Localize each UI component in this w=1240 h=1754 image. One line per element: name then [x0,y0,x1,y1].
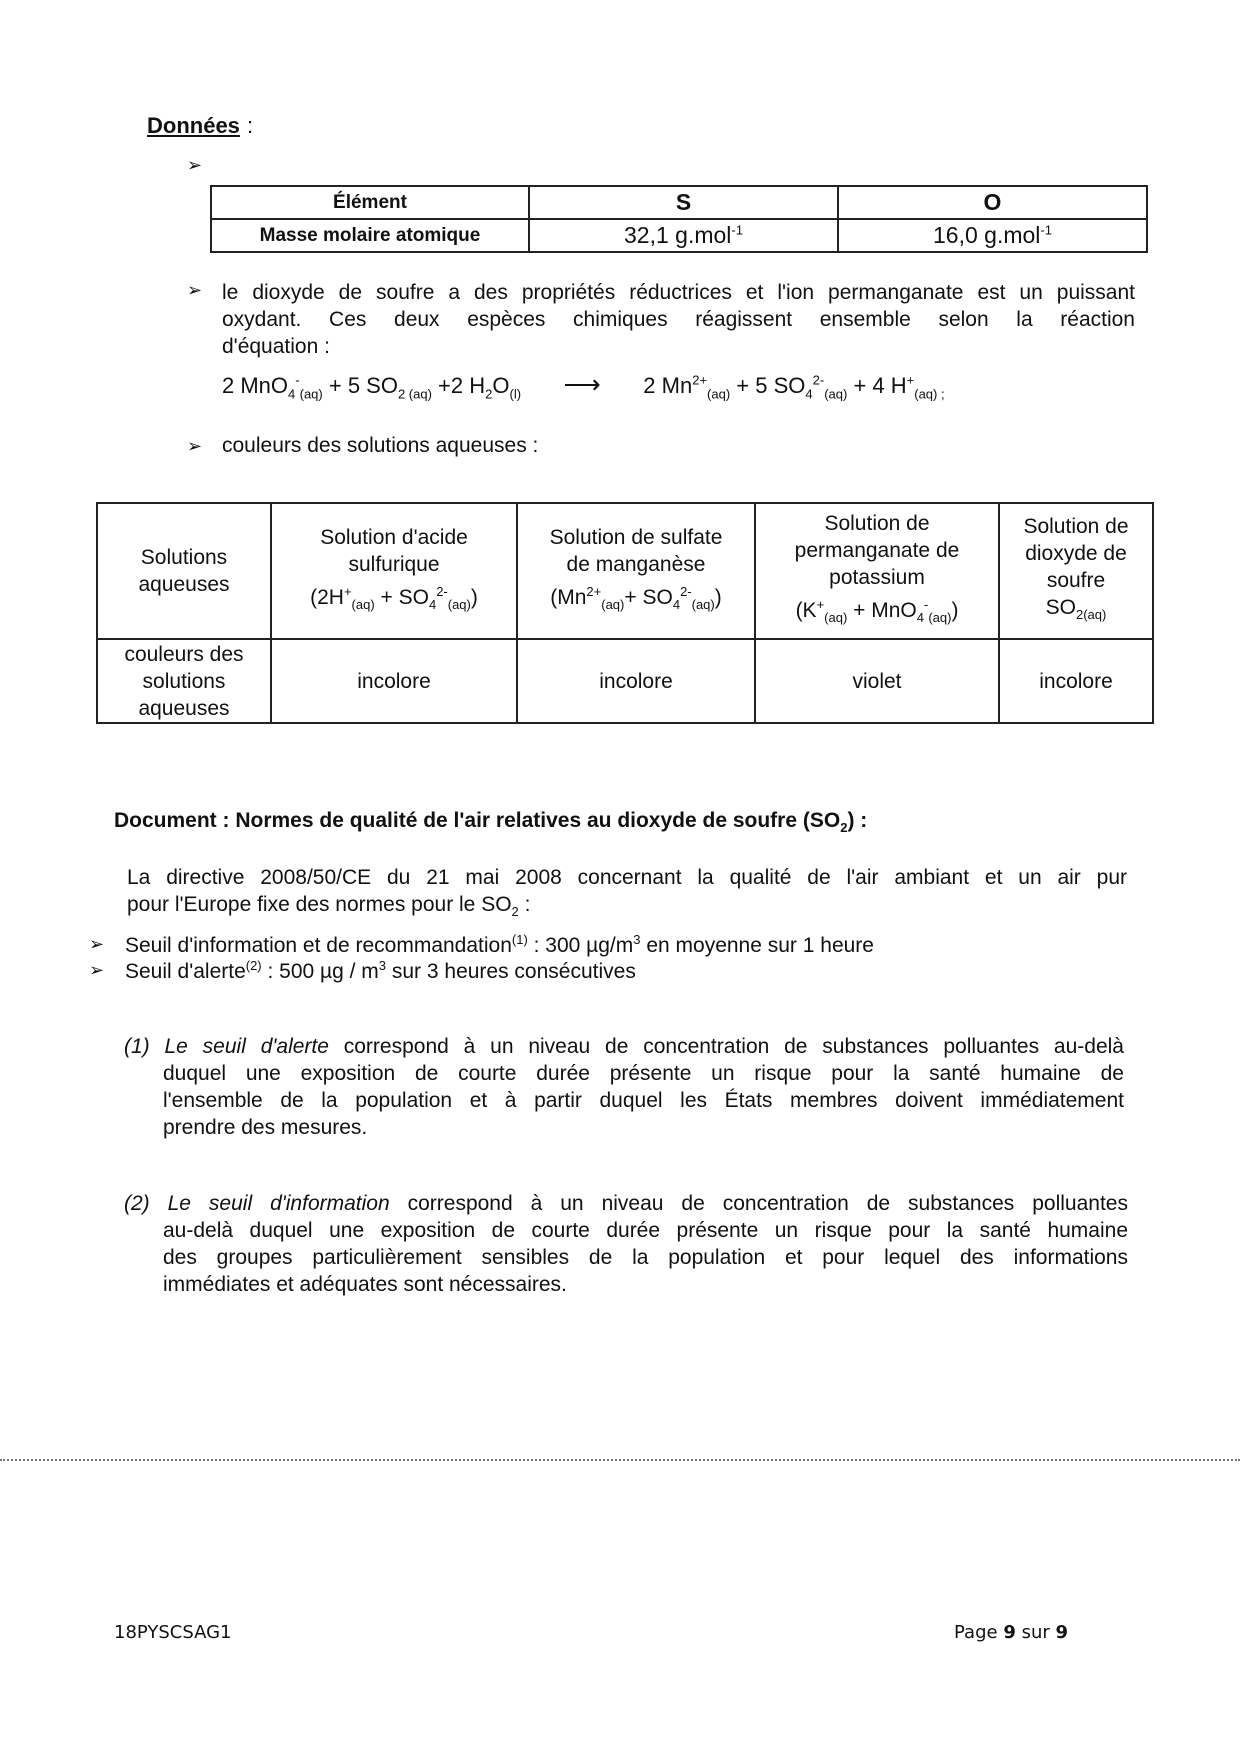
color-manganese: incolore [517,639,755,723]
bullet-arrow-icon: ➢ [187,436,203,456]
table-header-o: O [838,186,1147,219]
mass-s: 32,1 g.mol$^{-1}$ [529,219,838,252]
note-2: (2) Le seuil d'information correspond à un niveau de concentration de substances polluantes au-delà duquel une exposition de courte durée présente un risque pour la santé humaine des groupes particulièrement sensibles de la population et pour lequel des informations immédiates et adéquates sont nécessaires. [124,1192,1128,1296]
note-1: (1) Le seuil d'alerte correspond à un niveau de concentration de substances polluantes au-delà duquel une exposition de courte durée présente un risque pour la santé humaine de l'ensemble de la population et à partir duquel les États membres doivent immédiatement prendre des mesures. [124,1035,1124,1139]
color-so2: incolore [999,639,1153,723]
reaction-equation: 2 MnO$_4$-$_{(aq)}$ + 5 $SO_{2 (aq)} +2$ $H_2O_{(l)}$ ⟶ 2 $Mn^{2+}_{(aq)} + 5$ $SO_4^{2-}_{(aq)} + 4$ $H^+_{(aq) ;}$ [222,369,945,402]
col-manganese: Solution de sulfate de manganèse $(Mn^{2+}_{(aq)}+ SO_4^{2-}_{(aq)})$ [517,503,755,639]
donnees-colon: : [247,113,254,138]
row-label-colors: couleurs des solutions aqueuses [97,639,271,723]
col-permanganate: Solution de permanganate de potassium $(K^+_{(aq)} + MnO_4^-_{(aq)})$ [755,503,999,639]
footer-code: 18PYSCSAG1 [114,1622,232,1643]
bullet-arrow-icon: ➢ [187,280,203,300]
color-permanganate: violet [755,639,999,723]
separator-line [0,1459,1240,1461]
document-intro: La directive 2008/50/CE du 21 mai 2008 concernant la qualité de l'air ambiant et un air pur pour l'Europe fixe des normes pour le $SO_2$ : [127,866,1127,920]
threshold-information: Seuil d'information et de recommandation$^{(1)}$ : 300 $\mu g/m^3$ en moyenne sur 1 heure [125,932,874,957]
color-acid: incolore [271,639,517,723]
mass-o: 16,0 g.mol$^{-1}$ [838,219,1147,252]
molar-mass-table [210,185,1148,253]
document-title: Document : Normes de qualité de l'air relatives au dioxyde de soufre $(SO_2)$ : [114,809,868,836]
table-row-label: Masse molaire atomique [211,219,529,252]
reaction-description: le dioxyde de soufre a des propriétés réductrices et l'ion permanganate est un puissant oxydant. Ces deux espèces chimiques réagissent ensemble selon la réaction d'équation : [222,281,1135,358]
col-so2: Solution de dioxyde de soufre $SO_{2(aq)}$ [999,503,1153,639]
table-header-s: S [529,186,838,219]
donnees-title: Données [147,113,240,138]
reaction-arrow-icon: ⟶ [563,369,601,399]
row-label-solutions: Solutions aqueuses [97,503,271,639]
bullet-arrow-icon: ➢ [89,960,105,980]
footer-page: Page 9 sur 9 [954,1622,1069,1643]
col-acid: Solution d'acide sulfurique $(2H^+_{(aq)} + SO_4^{2-}_{(aq)})$ [271,503,517,639]
solutions-color-table [96,502,1154,724]
bullet-arrow-icon: ➢ [89,934,105,954]
table-header-element: Élément [211,186,529,219]
colors-heading: couleurs des solutions aqueuses : [222,434,539,457]
bullet-arrow-icon: ➢ [187,155,203,175]
threshold-alert: Seuil d'alerte$^{(2)}$ : 500 µg / $m^3$ sur 3 heures consécutives [125,958,636,983]
